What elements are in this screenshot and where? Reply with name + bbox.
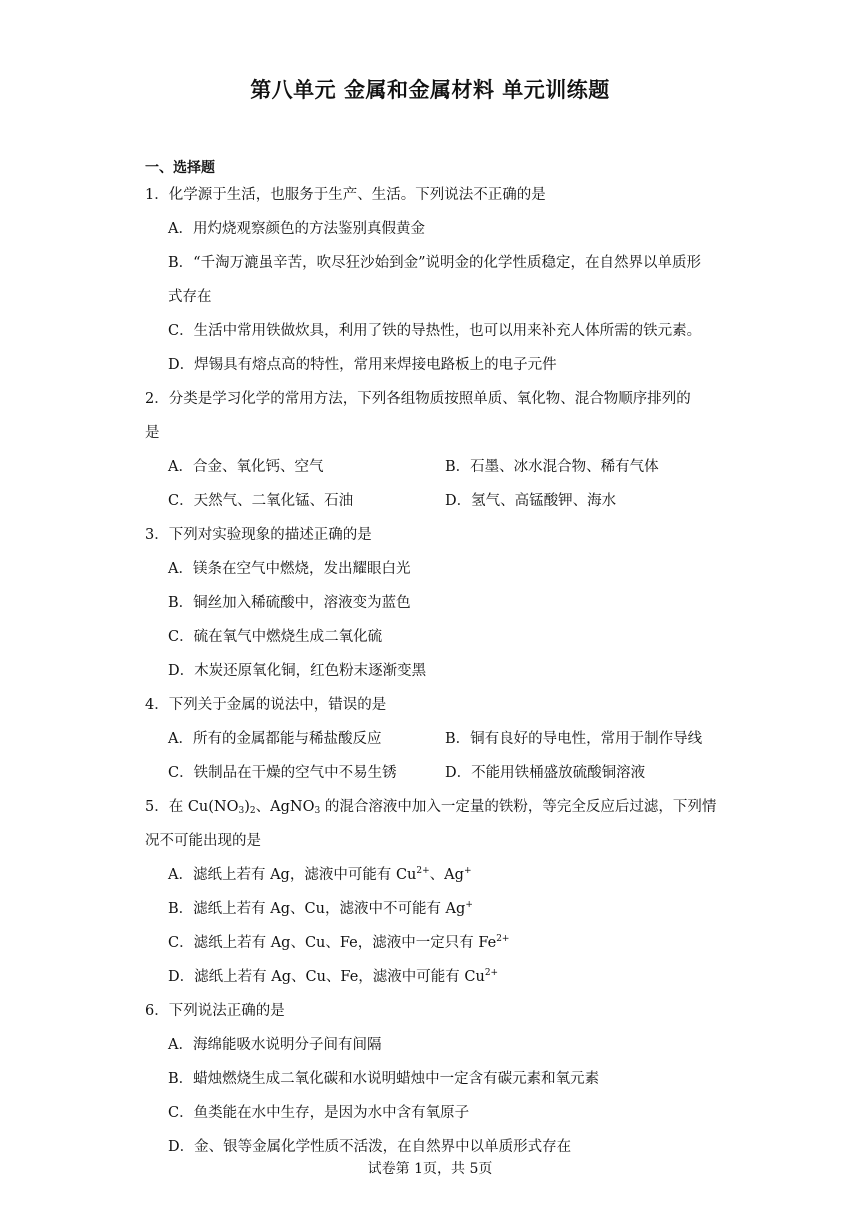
q3-option-d: D．木炭还原氧化铜，红色粉末逐渐变黑 <box>168 663 427 679</box>
section-heading: 一、选择题 <box>145 160 215 176</box>
q5-sup-ag-b: + <box>465 900 473 910</box>
q4-option-b: B．铜有良好的导电性，常用于制作导线 <box>445 731 703 747</box>
q3-option-b: B．铜丝加入稀硫酸中，溶液变为蓝色 <box>168 595 411 611</box>
q5-sup-fe: 2+ <box>496 934 510 944</box>
q3-option-c: C．硫在氧气中燃烧生成二氧化硫 <box>168 629 383 645</box>
q4-stem: 4．下列关于金属的说法中，错误的是 <box>145 697 387 713</box>
page-footer: 试卷第 1页，共 5页 <box>367 1161 493 1177</box>
q2-option-c: C．天然气、二氧化锰、石油 <box>168 493 354 509</box>
q2-stem-line2: 是 <box>145 425 160 441</box>
q5-stem-mid: 、AgNO <box>255 799 315 815</box>
question-list <box>145 181 720 1167</box>
q1-option-c: C．生活中常用铁做炊具，利用了铁的导热性，也可以用来补充人体所需的铁元素。 <box>168 323 702 339</box>
q6-option-d: D．金、银等金属化学性质不活泼，在自然界中以单质形式存在 <box>168 1139 572 1155</box>
q6-option-a: A．海绵能吸水说明分子间有间隔 <box>168 1037 382 1053</box>
q5-option-c <box>145 929 720 963</box>
q2-options-row2 <box>145 487 720 521</box>
q3-option-a: A．镁条在空气中燃烧，发出耀眼白光 <box>168 561 411 577</box>
q2-options-row1 <box>145 453 720 487</box>
q2-stem-line1: 2．分类是学习化学的常用方法，下列各组物质按照单质、氧化物、混合物顺序排列的 <box>145 391 691 407</box>
q5-sub-3: 3 <box>238 806 245 816</box>
q5-sub-2: 2 <box>249 806 256 816</box>
q3-stem: 3．下列对实验现象的描述正确的是 <box>145 527 372 543</box>
q5-option-a-text: A．滤纸上若有 Ag，滤液中可能有 Cu <box>168 867 417 883</box>
q4-option-c: C．铁制品在干燥的空气中不易生锈 <box>168 765 397 781</box>
q6-option-c: C．鱼类能在水中生存，是因为水中含有氧原子 <box>168 1105 470 1121</box>
q5-sup-cu-d: 2+ <box>484 968 499 978</box>
q1-option-b-line2: 式存在 <box>168 289 212 305</box>
q5-stem-line2: 况不可能出现的是 <box>145 833 261 849</box>
q5-stem-pre: 5．在 Cu(NO <box>145 799 239 815</box>
q5-option-b-text: B．滤纸上若有 Ag、Cu，滤液中不可能有 Ag <box>168 901 466 917</box>
q1-stem: 1．化学源于生活，也服务于生产、生活。下列说法不正确的是 <box>145 187 546 203</box>
q5-option-a <box>145 861 720 895</box>
q5-close-paren: ) <box>244 799 250 815</box>
q1-option-d: D．焊锡具有熔点高的特性，常用来焊接电路板上的电子元件 <box>168 357 557 373</box>
q4-options-row2 <box>145 759 720 793</box>
q6-option-b: B．蜡烛燃烧生成二氧化碳和水说明蜡烛中一定含有碳元素和氧元素 <box>168 1071 600 1087</box>
q4-option-a: A．所有的金属都能与稀盐酸反应 <box>168 731 382 747</box>
q5-option-a-sep: 、Ag <box>429 867 464 883</box>
q5-sup-cu: 2+ <box>416 866 430 876</box>
q5-stem-line1 <box>145 793 720 827</box>
q4-options-row1 <box>145 725 720 759</box>
q5-sub-3b: 3 <box>314 806 321 816</box>
q1-option-b-line1: B．“千淘万漉虽辛苦，吹尽狂沙始到金”说明金的化学性质稳定，在自然界以单质形 <box>168 255 701 271</box>
q5-sup-ag: + <box>463 866 472 876</box>
q4-option-d: D．不能用铁桶盛放硫酸铜溶液 <box>445 765 646 781</box>
q2-option-d: D．氢气、高锰酸钾、海水 <box>445 493 617 509</box>
q5-option-c-text: C．滤纸上若有 Ag、Cu、Fe，滤液中一定只有 Fe <box>168 935 497 951</box>
q2-option-b: B．石墨、冰水混合物、稀有气体 <box>445 459 659 475</box>
q5-option-d <box>145 963 720 997</box>
q2-option-a: A．合金、氧化钙、空气 <box>168 459 324 475</box>
q1-option-a: A．用灼烧观察颜色的方法鉴别真假黄金 <box>168 221 425 237</box>
q5-stem-post: 的混合溶液中加入一定量的铁粉，等完全反应后过滤，下列情 <box>320 799 717 815</box>
q6-stem: 6．下列说法正确的是 <box>145 1003 285 1019</box>
page-title: 第八单元 金属和金属材料 单元训练题 <box>250 78 610 102</box>
q5-option-d-text: D．滤纸上若有 Ag、Cu、Fe，滤液中可能有 Cu <box>168 969 485 985</box>
q5-option-b <box>145 895 720 929</box>
